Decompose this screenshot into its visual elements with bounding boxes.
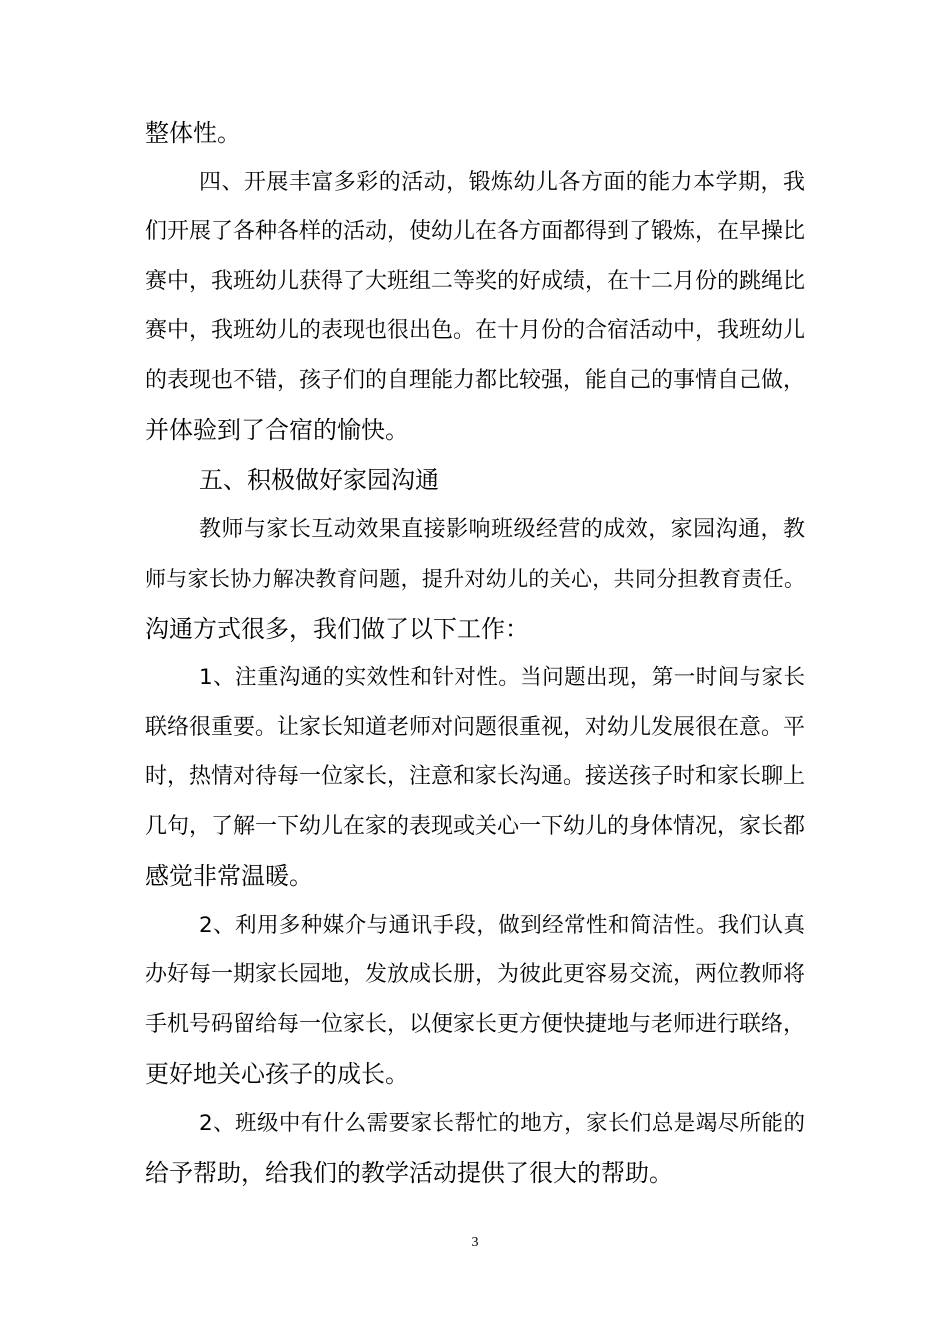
text-line: 沟通方式很多，我们做了以下工作：	[145, 615, 529, 643]
text-line: 赛中，我班幼儿的表现也很出色。在十月份的合宿活动中，我班幼儿	[145, 318, 806, 343]
text-line: 感觉非常温暖。	[145, 862, 313, 890]
text-line: 师与家长协力解决教育问题，提升对幼儿的关心，共同分担教育责任。	[145, 567, 805, 591]
text-line: 整体性。	[145, 119, 241, 147]
section-heading: 五、积极做好家园沟通	[199, 466, 439, 494]
page-number: 3	[471, 1235, 479, 1250]
text-line: 们开展了各种各样的活动，使幼儿在各方面都得到了锻炼，在早操比	[145, 219, 806, 244]
text-line: 赛中，我班幼儿获得了大班组二等奖的好成绩，在十二月份的跳绳比	[145, 269, 806, 294]
text-line: 联络很重要。让家长知道老师对问题很重视，对幼儿发展很在意。平	[145, 715, 806, 740]
text-line: 2、利用多种媒介与通讯手段，做到经常性和简洁性。我们认真	[199, 913, 805, 938]
text-line: 1、注重沟通的实效性和针对性。当问题出现，第一时间与家长	[199, 665, 805, 690]
text-line: 并体验到了合宿的愉快。	[145, 416, 409, 444]
text-line: 更好地关心孩子的成长。	[145, 1060, 409, 1088]
text-line: 2、班级中有什么需要家长帮忙的地方，家长们总是竭尽所能的	[199, 1111, 805, 1136]
text-line: 给予帮助，给我们的教学活动提供了很大的帮助。	[145, 1159, 673, 1187]
text-line: 办好每一期家长园地，发放成长册，为彼此更容易交流，两位教师将	[145, 962, 806, 987]
text-line: 时，热情对待每一位家长，注意和家长沟通。接送孩子时和家长聊上	[145, 764, 806, 789]
text-line: 几句，了解一下幼儿在家的表现或关心一下幼儿的身体情况，家长都	[145, 814, 806, 839]
text-line: 手机号码留给每一位家长，以便家长更方便快捷地与老师进行联络，	[145, 1012, 806, 1037]
text-line: 四、开展丰富多彩的活动，锻炼幼儿各方面的能力本学期，我	[199, 170, 805, 195]
text-line: 的表现也不错，孩子们的自理能力都比较强，能自己的事情自己做，	[145, 368, 806, 393]
text-line: 教师与家长互动效果直接影响班级经营的成效，家园沟通，教	[199, 517, 805, 542]
